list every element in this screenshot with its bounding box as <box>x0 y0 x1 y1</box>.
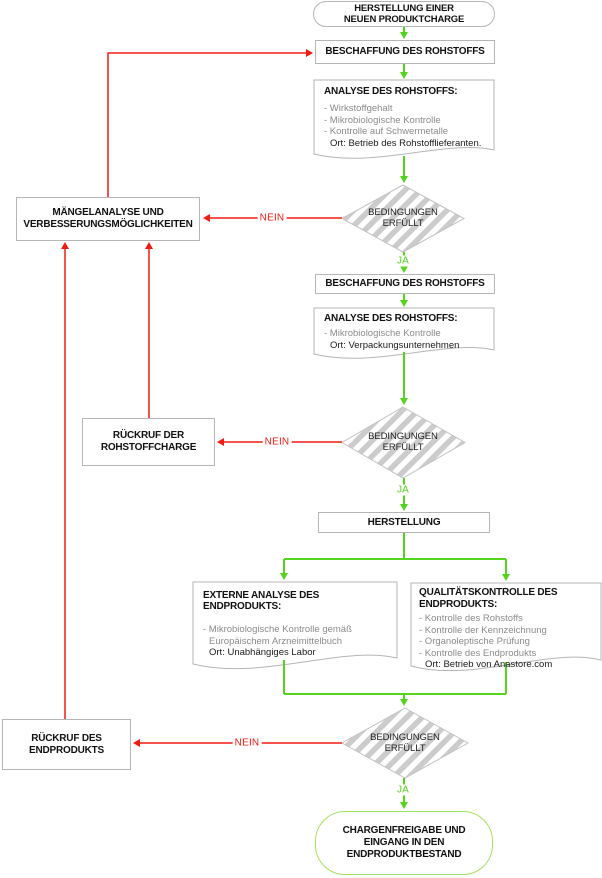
doc-title: EXTERNE ANALYSE DES ENDPRODUKTS: <box>203 590 320 612</box>
doc-item: - Kontrolle des Endprodukts <box>419 647 537 659</box>
doc-item: - Mikrobiologische Kontrolle <box>324 328 441 339</box>
start-label: HERSTELLUNG EINER NEUEN PRODUKTCHARGE <box>343 3 465 25</box>
connector-recall-raw-to-defect-analysis <box>145 242 153 418</box>
procure2-label: BESCHAFFUNG DES ROHSTOFFS <box>325 278 485 289</box>
process-recall-raw-batch <box>82 418 215 466</box>
connector-analysis2-to-decision2 <box>400 352 408 405</box>
doc-item: - Organoleptische Prüfung <box>419 636 530 647</box>
edge-label-nein-3: NEIN <box>234 737 260 749</box>
connector-procure2-to-analysis2 <box>400 294 408 307</box>
document-quality-control <box>419 587 595 671</box>
edge-label-ja-2: JA <box>396 484 410 496</box>
procure1-label: BESCHAFFUNG DES ROHSTOFFS <box>325 46 485 57</box>
edge-label-nein-1: NEIN <box>259 212 285 224</box>
recall-final-label: RÜCKRUF DES ENDPRODUKTS <box>28 732 105 756</box>
production-label: HERSTELLUNG <box>367 516 441 528</box>
document-external-analysis <box>203 590 389 659</box>
connector-recall-final-to-defect-analysis <box>61 242 69 719</box>
doc-item: - Kontrolle auf Schwermetalle <box>324 126 449 137</box>
defect-analysis-label: MÄNGELANALYSE UND VERBESSERUNGSMÖGLICHKEITEN <box>23 207 193 230</box>
end-label: CHARGENFREIGABE UND EINGANG IN DEN ENDPRODUKTBESTAND <box>342 825 466 860</box>
edge-label-ja-1: JA <box>396 255 410 267</box>
doc-location: Ort: Verpackungsunternehmen <box>330 339 460 351</box>
document-analysis-raw-2 <box>324 313 488 351</box>
doc-location: Ort: Betrieb von Anastore.com <box>425 659 553 670</box>
doc-title: ANALYSE DES ROHSTOFFS: <box>324 86 458 97</box>
end-terminator <box>315 811 493 875</box>
decision1-label: BEDINGUNGEN ERFÜLLT <box>368 207 438 229</box>
edge-label-ja-3: JA <box>396 784 410 796</box>
decision2-label: BEDINGUNGEN ERFÜLLT <box>368 431 438 453</box>
connector-defect-analysis-to-procure1 <box>108 49 313 197</box>
process-defect-analysis <box>16 197 200 241</box>
doc-title: QUALITÄTSKONTROLLE DES ENDPRODUKTS: <box>419 587 558 610</box>
doc-location: Ort: Unabhängiges Labor <box>209 647 316 658</box>
doc-item: - Wirkstoffgehalt <box>324 103 393 114</box>
recall-raw-label: RÜCKRUF DER ROHSTOFFCHARGE <box>100 430 197 453</box>
document-analysis-raw-1 <box>324 86 488 149</box>
doc-title: ANALYSE DES ROHSTOFFS: <box>324 313 458 324</box>
doc-item: - Mikrobiologische Kontrolle <box>324 114 441 126</box>
connector-procure1-to-analysis1 <box>400 64 408 79</box>
connector-analysis1-to-decision1 <box>400 156 408 183</box>
edge-label-nein-2: NEIN <box>264 436 290 448</box>
doc-item: - Mikrobiologische Kontrolle gemäß Europäischem Arzneimittelbuch <box>203 624 352 647</box>
connector-production-split <box>280 532 510 581</box>
doc-location: Ort: Betrieb des Rohstofflieferanten. <box>330 137 482 149</box>
decision3-label: BEDINGUNGEN ERFÜLLT <box>370 732 440 754</box>
doc-item: - Kontrolle des Rohstoffs <box>419 613 523 624</box>
start-terminator <box>313 1 495 27</box>
process-procure-raw-1 <box>315 40 495 64</box>
process-procure-raw-2 <box>315 274 495 294</box>
connector-start-to-procure1 <box>400 27 408 39</box>
process-production <box>318 512 490 533</box>
process-recall-final-product <box>2 719 131 770</box>
doc-item: - Kontrolle der Kennzeichnung <box>419 624 547 636</box>
